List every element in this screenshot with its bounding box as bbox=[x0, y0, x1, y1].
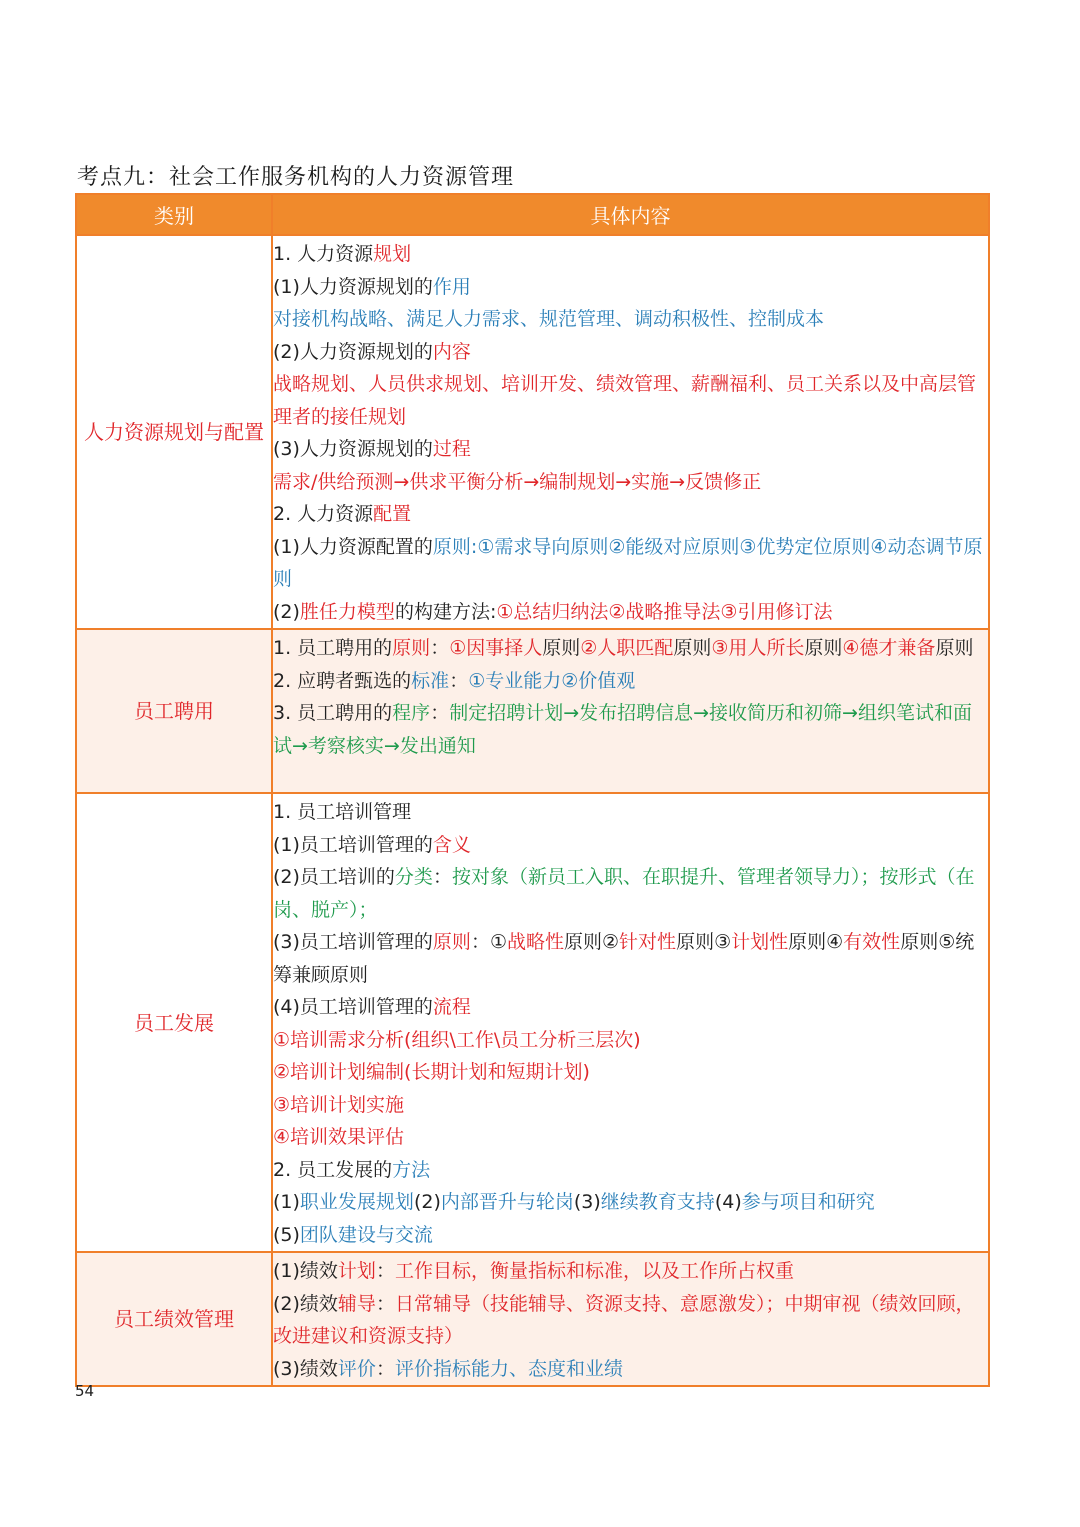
content-cell bbox=[272, 1252, 989, 1386]
content-text: 1. 员工聘用的 bbox=[273, 637, 393, 659]
category-cell: 员工绩效管理 bbox=[76, 1252, 272, 1386]
content-line bbox=[273, 829, 988, 862]
content-line bbox=[273, 596, 988, 629]
content-text: 2. 员工发展的 bbox=[273, 1158, 393, 1181]
content-text: 原则 bbox=[935, 637, 974, 659]
table-row bbox=[76, 793, 989, 1252]
content-line bbox=[273, 991, 988, 1024]
content-text: 过程 bbox=[432, 438, 471, 460]
content-text: (3) bbox=[573, 1191, 601, 1213]
content-text: 原则:①需求导向原则②能级对应原则③优势定位原则④动态调节原则 bbox=[273, 535, 983, 590]
content-text: 方法 bbox=[392, 1158, 431, 1181]
content-text: 胜任力模型 bbox=[299, 600, 395, 623]
content-text: ①因事择人 bbox=[449, 637, 543, 659]
content-text: 1. 人力资源 bbox=[273, 243, 374, 265]
content-text: 战略规划、人员供求规划、培训开发、绩效管理、薪酬福利、员工关系以及中高层管理者的接任规划 bbox=[273, 373, 977, 428]
content-text: (2) bbox=[413, 1191, 441, 1213]
content-text: 评价 bbox=[337, 1357, 376, 1380]
content-text: 日常辅导（技能辅导、资源支持、意愿激发）；中期审视（绩效回顾，改进建议和资源支持） bbox=[273, 1292, 975, 1347]
content-line bbox=[273, 1024, 988, 1057]
content-line bbox=[273, 238, 988, 271]
content-text: ：① bbox=[470, 931, 507, 953]
content-text: 1. 员工培训管理 bbox=[273, 801, 412, 823]
content-text: 的构建方法: bbox=[394, 600, 497, 623]
content-column-header: 具体内容 bbox=[272, 194, 989, 235]
content-line bbox=[273, 498, 988, 531]
content-text: (3)员工培训管理的 bbox=[273, 931, 433, 953]
content-text: ①专业能力②价值观 bbox=[468, 669, 636, 692]
content-text: 3. 员工聘用的 bbox=[273, 702, 393, 724]
content-text: (1)员工培训管理的 bbox=[273, 833, 433, 856]
content-text: (4) bbox=[714, 1191, 742, 1213]
content-text: (1)绩效 bbox=[273, 1260, 338, 1282]
content-text: ： bbox=[449, 669, 469, 692]
content-text: 按对象（新员工入职、在职提升、管理者领导力）；按形式（在岗、脱产）； bbox=[273, 866, 975, 921]
content-text: ②培训计划编制(长期计划和短期计划) bbox=[273, 1061, 590, 1083]
content-line bbox=[273, 632, 988, 665]
content-line bbox=[273, 336, 988, 369]
content-text: ： bbox=[430, 702, 450, 724]
content-line bbox=[273, 861, 988, 926]
content-text: 团队建设与交流 bbox=[299, 1223, 433, 1246]
content-line bbox=[273, 665, 988, 698]
content-cell bbox=[272, 793, 989, 1252]
content-text: 含义 bbox=[432, 833, 471, 856]
content-text: ： bbox=[430, 637, 450, 659]
content-line bbox=[273, 697, 988, 762]
content-text: 工作目标，衡量指标和标准，以及工作所占权重 bbox=[394, 1260, 794, 1282]
content-text: (3)绩效 bbox=[273, 1357, 338, 1380]
content-line bbox=[273, 271, 988, 304]
content-line bbox=[273, 303, 988, 336]
content-text: (4)员工培训管理的 bbox=[273, 996, 433, 1018]
content-text: 作用 bbox=[432, 275, 471, 298]
content-line bbox=[273, 1154, 988, 1187]
content-text: ④培训效果评估 bbox=[273, 1126, 405, 1148]
content-text: 标准 bbox=[411, 669, 450, 692]
content-text: 评价指标能力、态度和业绩 bbox=[394, 1357, 623, 1380]
content-text: ③用人所长 bbox=[711, 637, 805, 659]
content-text: ： bbox=[375, 1260, 395, 1282]
content-text: 辅导 bbox=[337, 1292, 376, 1315]
content-text: (2)绩效 bbox=[273, 1292, 338, 1315]
content-line bbox=[273, 1255, 988, 1288]
table-row bbox=[76, 629, 989, 793]
content-line bbox=[273, 1353, 988, 1386]
content-text: 参与项目和研究 bbox=[741, 1191, 875, 1213]
content-text: 2. 人力资源 bbox=[273, 503, 374, 525]
category-column-header: 类别 bbox=[76, 194, 272, 235]
content-text: (1)人力资源规划的 bbox=[273, 275, 433, 298]
content-text: 对接机构战略、满足人力需求、规范管理、调动积极性、控制成本 bbox=[273, 308, 825, 330]
content-text: 需求/供给预测→供求平衡分析→编制规划→实施→反馈修正 bbox=[273, 470, 762, 493]
content-text: 有效性 bbox=[843, 931, 901, 953]
content-text: (1) bbox=[273, 1191, 300, 1213]
content-text: 原则 bbox=[804, 637, 843, 659]
content-line bbox=[273, 433, 988, 466]
content-text: ： bbox=[432, 866, 452, 888]
content-text: ③培训计划实施 bbox=[273, 1093, 405, 1116]
page-number: 54 bbox=[75, 1382, 95, 1400]
content-text: (2)员工培训的 bbox=[273, 866, 395, 888]
table-row bbox=[76, 235, 989, 629]
content-text: 原则 bbox=[392, 637, 431, 659]
hr-management-table bbox=[75, 193, 990, 1387]
content-text: ： bbox=[375, 1292, 395, 1315]
content-text: 原则③ bbox=[676, 931, 732, 953]
content-text: (1)人力资源配置的 bbox=[273, 535, 433, 558]
content-line bbox=[273, 1056, 988, 1089]
category-cell: 人力资源规划与配置 bbox=[76, 235, 272, 629]
content-text: 2. 应聘者甄选的 bbox=[273, 669, 412, 692]
content-line bbox=[273, 1121, 988, 1154]
content-text: ①总结归纳法②战略推导法③引用修订法 bbox=[496, 600, 833, 623]
content-text: 原则 bbox=[542, 637, 581, 659]
category-cell: 员工聘用 bbox=[76, 629, 272, 793]
content-cell bbox=[272, 629, 989, 793]
content-text: 内部晋升与轮岗 bbox=[440, 1191, 574, 1213]
content-line bbox=[273, 796, 988, 829]
content-text: ④德才兼备 bbox=[842, 637, 936, 659]
table-header-row bbox=[76, 194, 989, 235]
content-text: 战略性 bbox=[506, 931, 564, 953]
content-text: 原则⑤统筹兼顾原则 bbox=[273, 931, 975, 986]
content-text: 分类 bbox=[394, 866, 433, 888]
content-text: 配置 bbox=[373, 503, 412, 525]
content-cell bbox=[272, 235, 989, 629]
content-text: 制定招聘计划→发布招聘信息→接收简历和初筛→组织笔试和面试→考察核实→发出通知 bbox=[273, 702, 972, 757]
content-text: 原则 bbox=[432, 931, 471, 953]
content-line bbox=[273, 531, 988, 596]
content-text: 内容 bbox=[432, 340, 471, 363]
content-line bbox=[273, 1089, 988, 1122]
content-text: 程序 bbox=[392, 702, 431, 724]
content-text: (5) bbox=[273, 1223, 300, 1246]
content-text: (2)人力资源规划的 bbox=[273, 340, 433, 363]
content-text: (3)人力资源规划的 bbox=[273, 438, 433, 460]
content-text: ①培训需求分析(组织\工作\员工分析三层次) bbox=[273, 1028, 641, 1051]
content-text: ： bbox=[375, 1357, 395, 1380]
content-text: 原则 bbox=[673, 637, 712, 659]
category-cell: 员工发展 bbox=[76, 793, 272, 1252]
content-line bbox=[273, 368, 988, 433]
content-text: 原则② bbox=[564, 931, 620, 953]
content-text: 计划性 bbox=[731, 931, 789, 953]
content-text: ②人职匹配 bbox=[580, 637, 674, 659]
content-text: (2) bbox=[273, 600, 300, 623]
content-line bbox=[273, 1288, 988, 1353]
content-text: 流程 bbox=[432, 996, 471, 1018]
section-heading: 考点九：社会工作服务机构的人力资源管理 bbox=[77, 165, 515, 190]
table-row bbox=[76, 1252, 989, 1386]
content-text: 规划 bbox=[373, 243, 412, 265]
content-text: 计划 bbox=[337, 1260, 376, 1282]
content-line bbox=[273, 926, 988, 991]
content-text: 职业发展规划 bbox=[299, 1191, 414, 1213]
content-line bbox=[273, 1186, 988, 1219]
content-line bbox=[273, 466, 988, 499]
content-line bbox=[273, 1219, 988, 1252]
content-text: 继续教育支持 bbox=[600, 1191, 715, 1213]
content-text: 原则④ bbox=[788, 931, 844, 953]
content-text: 针对性 bbox=[619, 931, 677, 953]
